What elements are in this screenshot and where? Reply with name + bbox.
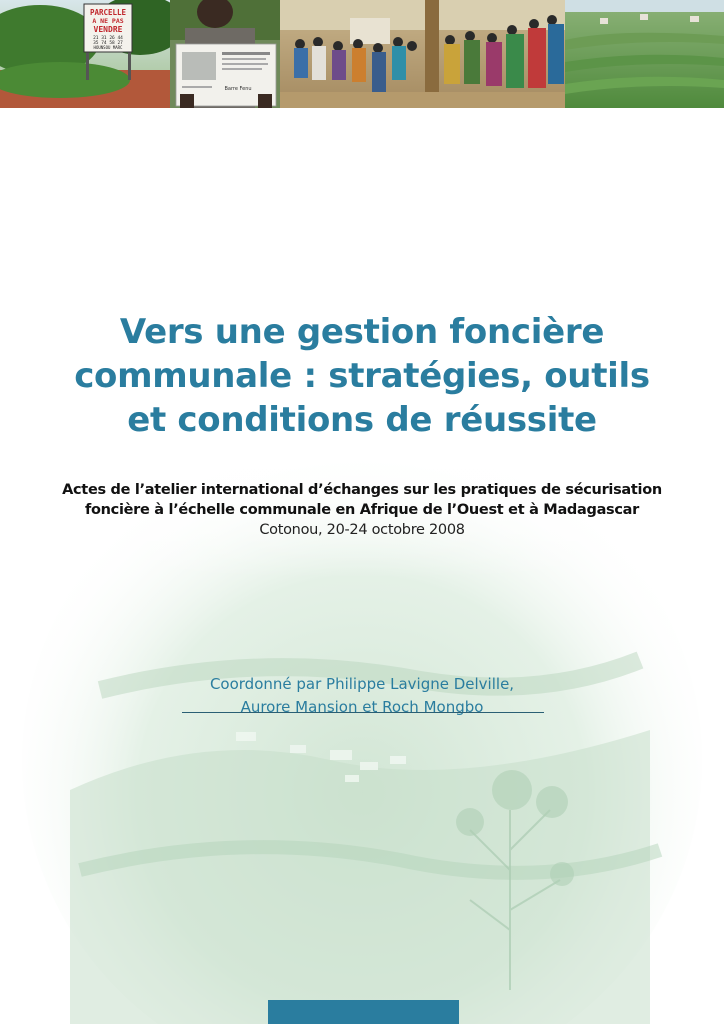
photo-banner bbox=[0, 0, 724, 108]
subtitle-line-2: foncière à l’échelle communale en Afrique de l’Ouest et à Madagascar bbox=[84, 502, 640, 518]
svg-text:35 74 58 27: 35 74 58 27 bbox=[93, 41, 123, 46]
coordination-line-1: Coordonné par Philippe Lavigne Delville, bbox=[209, 675, 515, 693]
credits-underline bbox=[182, 712, 544, 713]
document-title bbox=[0, 310, 724, 442]
title-line-2: communale : stratégies, outils bbox=[74, 356, 650, 396]
title-line-1: Vers une gestion foncière bbox=[119, 312, 605, 352]
svg-text:VENDRE: VENDRE bbox=[93, 25, 123, 34]
title-line-3: et conditions de réussite bbox=[127, 400, 597, 440]
coordination-line-2: Aurore Mansion et Roch Mongbo bbox=[240, 698, 484, 716]
certificate-caption: Barre Fenu bbox=[224, 86, 252, 92]
document-subtitle bbox=[0, 480, 724, 540]
footer-accent-bar bbox=[268, 1000, 459, 1024]
photo-terraced-hills bbox=[565, 0, 724, 108]
plot-sign-text bbox=[90, 8, 127, 50]
photo-village-meeting bbox=[280, 0, 565, 108]
subtitle-line-1: Actes de l’atelier international d’échanges sur les pratiques de sécurisation bbox=[62, 482, 662, 498]
svg-text:A NE PAS: A NE PAS bbox=[92, 17, 124, 25]
svg-text:PARCELLE: PARCELLE bbox=[89, 8, 127, 17]
svg-text:21 31 26 44: 21 31 26 44 bbox=[93, 36, 123, 41]
svg-text:HOUNSOU MARC: HOUNSOU MARC bbox=[93, 45, 123, 50]
place-and-date: Cotonou, 20-24 octobre 2008 bbox=[259, 522, 465, 538]
